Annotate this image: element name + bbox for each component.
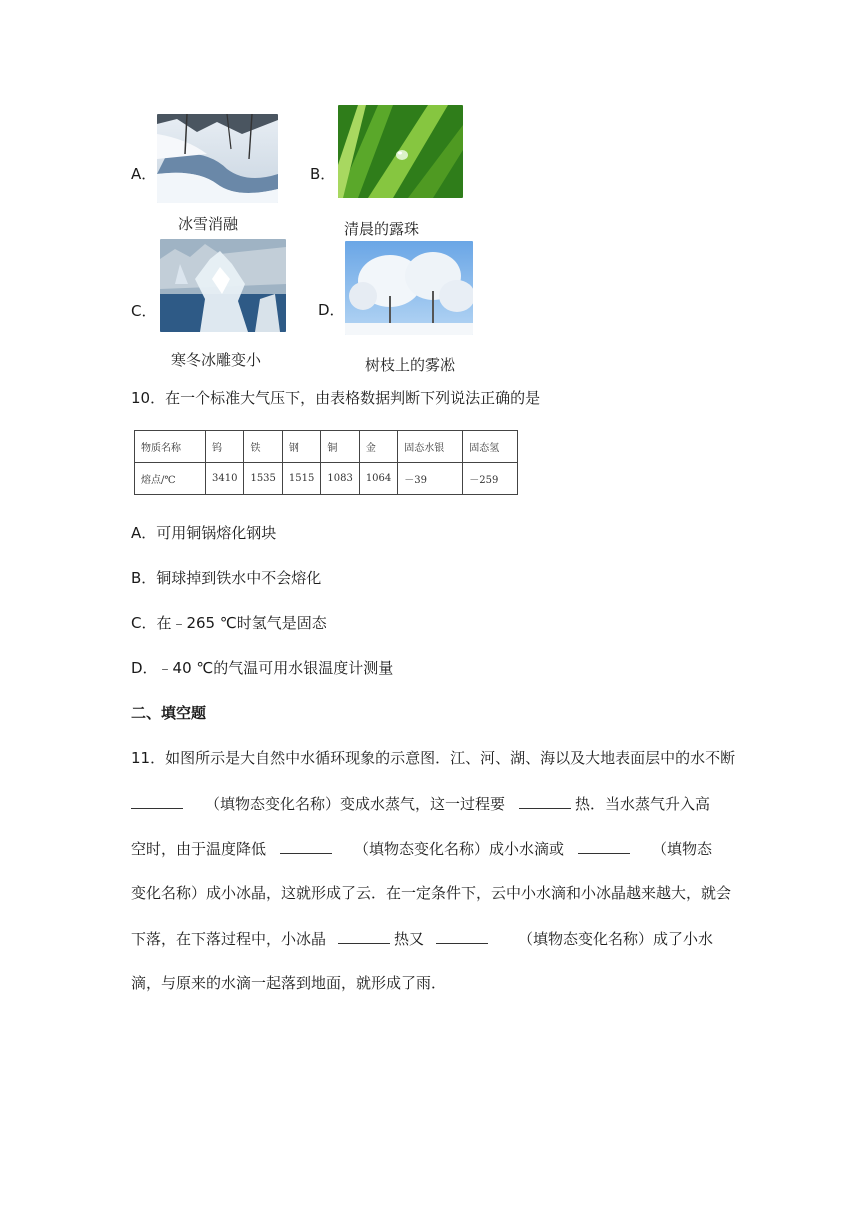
option-a-caption: 冰雪消融 — [178, 215, 239, 233]
table-cell: 金 — [359, 431, 397, 463]
answer-blank[interactable] — [436, 928, 488, 944]
q10-option-a: A．可用铜锅熔化钢块 — [131, 524, 277, 542]
table-cell: 3410 — [206, 463, 244, 495]
q11-line-2b: 热．当水蒸气升入高 — [575, 795, 711, 813]
q11-line-2 — [131, 793, 710, 814]
ice-sculpture-photo — [160, 239, 286, 332]
section-title: 二、填空题 — [131, 704, 207, 722]
table-cell: －259 — [463, 463, 518, 495]
q10-option-c: C．在﹣265 ℃时氢气是固态 — [131, 614, 327, 632]
option-c-letter: C． — [131, 302, 157, 320]
melting-point-table — [134, 430, 518, 495]
q11-line-3 — [131, 838, 712, 859]
q10-option-d: D．﹣40 ℃的气温可用水银温度计测量 — [131, 659, 394, 677]
q11-line-5c: （填物态变化名称）成了小水 — [518, 930, 714, 948]
table-header-row — [135, 431, 518, 463]
option-c-caption: 寒冬冰雕变小 — [171, 351, 262, 369]
table-cell: 熔点/℃ — [135, 463, 206, 495]
table-cell: 1064 — [359, 463, 397, 495]
table-cell: 固态氢 — [463, 431, 518, 463]
option-b-letter: B． — [310, 165, 336, 183]
q11-line-3b: （填物态变化名称）成小水滴或 — [354, 840, 565, 858]
table-cell: 铁 — [244, 431, 282, 463]
q10-stem: 10．在一个标准大气压下，由表格数据判断下列说法正确的是 — [131, 389, 541, 407]
table-cell: 固态水银 — [398, 431, 463, 463]
q11-line-1: 11．如图所示是大自然中水循环现象的示意图．江、河、湖、海以及大地表面层中的水不断 — [131, 749, 736, 767]
table-cell: －39 — [398, 463, 463, 495]
table-cell: 物质名称 — [135, 431, 206, 463]
answer-blank[interactable] — [280, 838, 332, 854]
answer-blank[interactable] — [338, 928, 390, 944]
table-cell: 钨 — [206, 431, 244, 463]
table-row — [135, 463, 518, 495]
answer-blank[interactable] — [131, 793, 183, 809]
table-cell: 铜 — [321, 431, 359, 463]
q11-line-3a: 空时，由于温度降低 — [131, 840, 267, 858]
q11-line-5b: 热又 — [394, 930, 425, 948]
q11-line-3c: （填物态 — [652, 840, 713, 858]
q11-line-5 — [131, 928, 713, 949]
answer-blank[interactable] — [519, 793, 571, 809]
table-cell: 1535 — [244, 463, 282, 495]
table-cell: 钢 — [282, 431, 320, 463]
option-d-letter: D． — [318, 301, 345, 319]
q11-line-4: 变化名称）成小冰晶，这就形成了云．在一定条件下，云中小水滴和小冰晶越来越大，就会 — [131, 884, 732, 902]
q11-line-5a: 下落，在下落过程中，小冰晶 — [131, 930, 327, 948]
snowy-stream-photo — [157, 114, 278, 203]
answer-blank[interactable] — [578, 838, 630, 854]
q10-option-b: B．铜球掉到铁水中不会熔化 — [131, 569, 322, 587]
dewdrop-grass-photo — [338, 105, 463, 198]
q11-line-2a: （填物态变化名称）变成水蒸气，这一过程要 — [205, 795, 506, 813]
option-a-letter: A． — [131, 165, 157, 183]
option-b-caption: 清晨的露珠 — [344, 220, 420, 238]
table-cell: 1083 — [321, 463, 359, 495]
table-cell: 1515 — [282, 463, 320, 495]
option-d-caption: 树枝上的雾凇 — [365, 356, 456, 374]
q11-line-6: 滴，与原来的水滴一起落到地面，就形成了雨． — [131, 974, 447, 992]
rime-tree-photo — [345, 241, 473, 335]
